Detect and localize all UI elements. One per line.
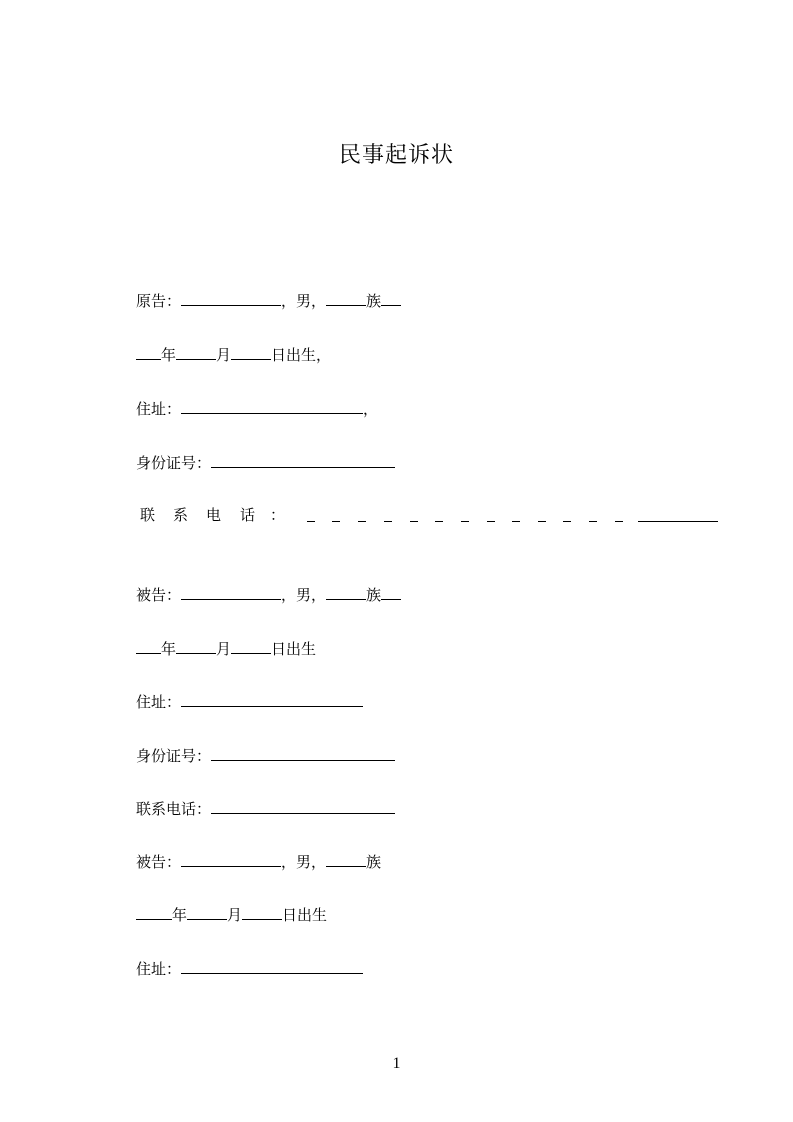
defendant2-ethnicity-blank[interactable] [326, 851, 366, 867]
plaintiff-id-line [136, 452, 395, 473]
plaintiff-phone-char-1: 联 [140, 506, 156, 524]
defendant2-day-blank[interactable] [242, 904, 282, 920]
defendant1-phone-blank[interactable] [211, 798, 395, 814]
defendant1-id-blank[interactable] [211, 745, 395, 761]
defendant1-birth-line [136, 638, 316, 659]
defendant2-year-label: 年 [172, 906, 188, 924]
defendant1-address-blank[interactable] [181, 691, 363, 707]
defendant1-ethnicity: 族 [366, 586, 382, 604]
defendant1-id-label: 身份证号： [136, 747, 212, 765]
defendant1-address-line [136, 691, 363, 712]
phone-dash [410, 521, 418, 522]
defendant2-address-blank[interactable] [181, 958, 363, 974]
phone-dash [615, 521, 623, 522]
phone-dash [332, 521, 340, 522]
plaintiff-phone-line [136, 505, 718, 525]
defendant2-gender: ，男， [281, 853, 327, 871]
document-title: 民事起诉状 [338, 143, 454, 168]
plaintiff-phone-char-5: ： [270, 506, 286, 524]
phone-dash [487, 521, 495, 522]
plaintiff-month-label: 月 [216, 346, 232, 364]
plaintiff-id-label: 身份证号： [136, 454, 212, 472]
plaintiff-phone-char-4: 话 [240, 506, 256, 524]
defendant1-name-blank[interactable] [181, 584, 281, 600]
phone-dash [512, 521, 520, 522]
plaintiff-birth-line [136, 344, 331, 365]
plaintiff-phone-blank[interactable] [638, 521, 718, 522]
plaintiff-year-blank[interactable] [136, 344, 161, 360]
defendant1-year-label: 年 [161, 640, 177, 658]
defendant1-id-line [136, 745, 395, 766]
plaintiff-id-blank[interactable] [211, 452, 395, 468]
phone-dash [538, 521, 546, 522]
plaintiff-ethnicity-tail-blank[interactable] [381, 290, 401, 306]
defendant2-name-line [136, 851, 381, 872]
defendant1-name-line [136, 584, 401, 605]
defendant2-month-blank[interactable] [187, 904, 227, 920]
defendant1-ethnicity-blank[interactable] [326, 584, 366, 600]
page-number: 1 [392, 1055, 401, 1072]
defendant2-birth-label: 日出生 [282, 906, 328, 924]
defendant2-ethnicity: 族 [366, 853, 382, 871]
plaintiff-birth-label: 日出生， [271, 346, 332, 364]
defendant1-ethnicity-tail-blank[interactable] [381, 584, 401, 600]
defendant2-month-label: 月 [227, 906, 243, 924]
plaintiff-ethnicity-blank[interactable] [326, 290, 366, 306]
plaintiff-phone-char-2: 系 [173, 506, 189, 524]
plaintiff-year-label: 年 [161, 346, 177, 364]
plaintiff-address-blank[interactable] [181, 398, 363, 414]
defendant1-month-blank[interactable] [176, 638, 216, 654]
defendant1-label: 被告： [136, 586, 182, 604]
phone-dash [435, 521, 443, 522]
plaintiff-phone-char-3: 电 [206, 506, 222, 524]
plaintiff-day-blank[interactable] [231, 344, 271, 360]
plaintiff-gender: ，男， [281, 292, 327, 310]
plaintiff-month-blank[interactable] [176, 344, 216, 360]
phone-dash [563, 521, 571, 522]
phone-dash [307, 521, 315, 522]
plaintiff-name-blank[interactable] [181, 290, 281, 306]
defendant1-birth-label: 日出生 [271, 640, 317, 658]
plaintiff-ethnicity: 族 [366, 292, 382, 310]
defendant1-day-blank[interactable] [231, 638, 271, 654]
defendant1-month-label: 月 [216, 640, 232, 658]
defendant2-address-line [136, 958, 363, 979]
phone-dash [358, 521, 366, 522]
defendant2-birth-line [136, 904, 327, 925]
phone-dash [589, 521, 597, 522]
plaintiff-name-line [136, 290, 401, 311]
phone-dash [384, 521, 392, 522]
plaintiff-address-line [136, 398, 378, 419]
defendant2-name-blank[interactable] [181, 851, 281, 867]
phone-dash [461, 521, 469, 522]
plaintiff-address-label: 住址： [136, 400, 182, 418]
plaintiff-address-end: ， [363, 400, 379, 418]
defendant1-phone-line [136, 798, 395, 819]
defendant2-year-blank[interactable] [136, 904, 172, 920]
defendant1-year-blank[interactable] [136, 638, 161, 654]
defendant2-label: 被告： [136, 853, 182, 871]
plaintiff-label: 原告： [136, 292, 182, 310]
defendant1-address-label: 住址： [136, 693, 182, 711]
defendant1-phone-label: 联系电话： [136, 800, 212, 818]
defendant2-address-label: 住址： [136, 960, 182, 978]
defendant1-gender: ，男， [281, 586, 327, 604]
